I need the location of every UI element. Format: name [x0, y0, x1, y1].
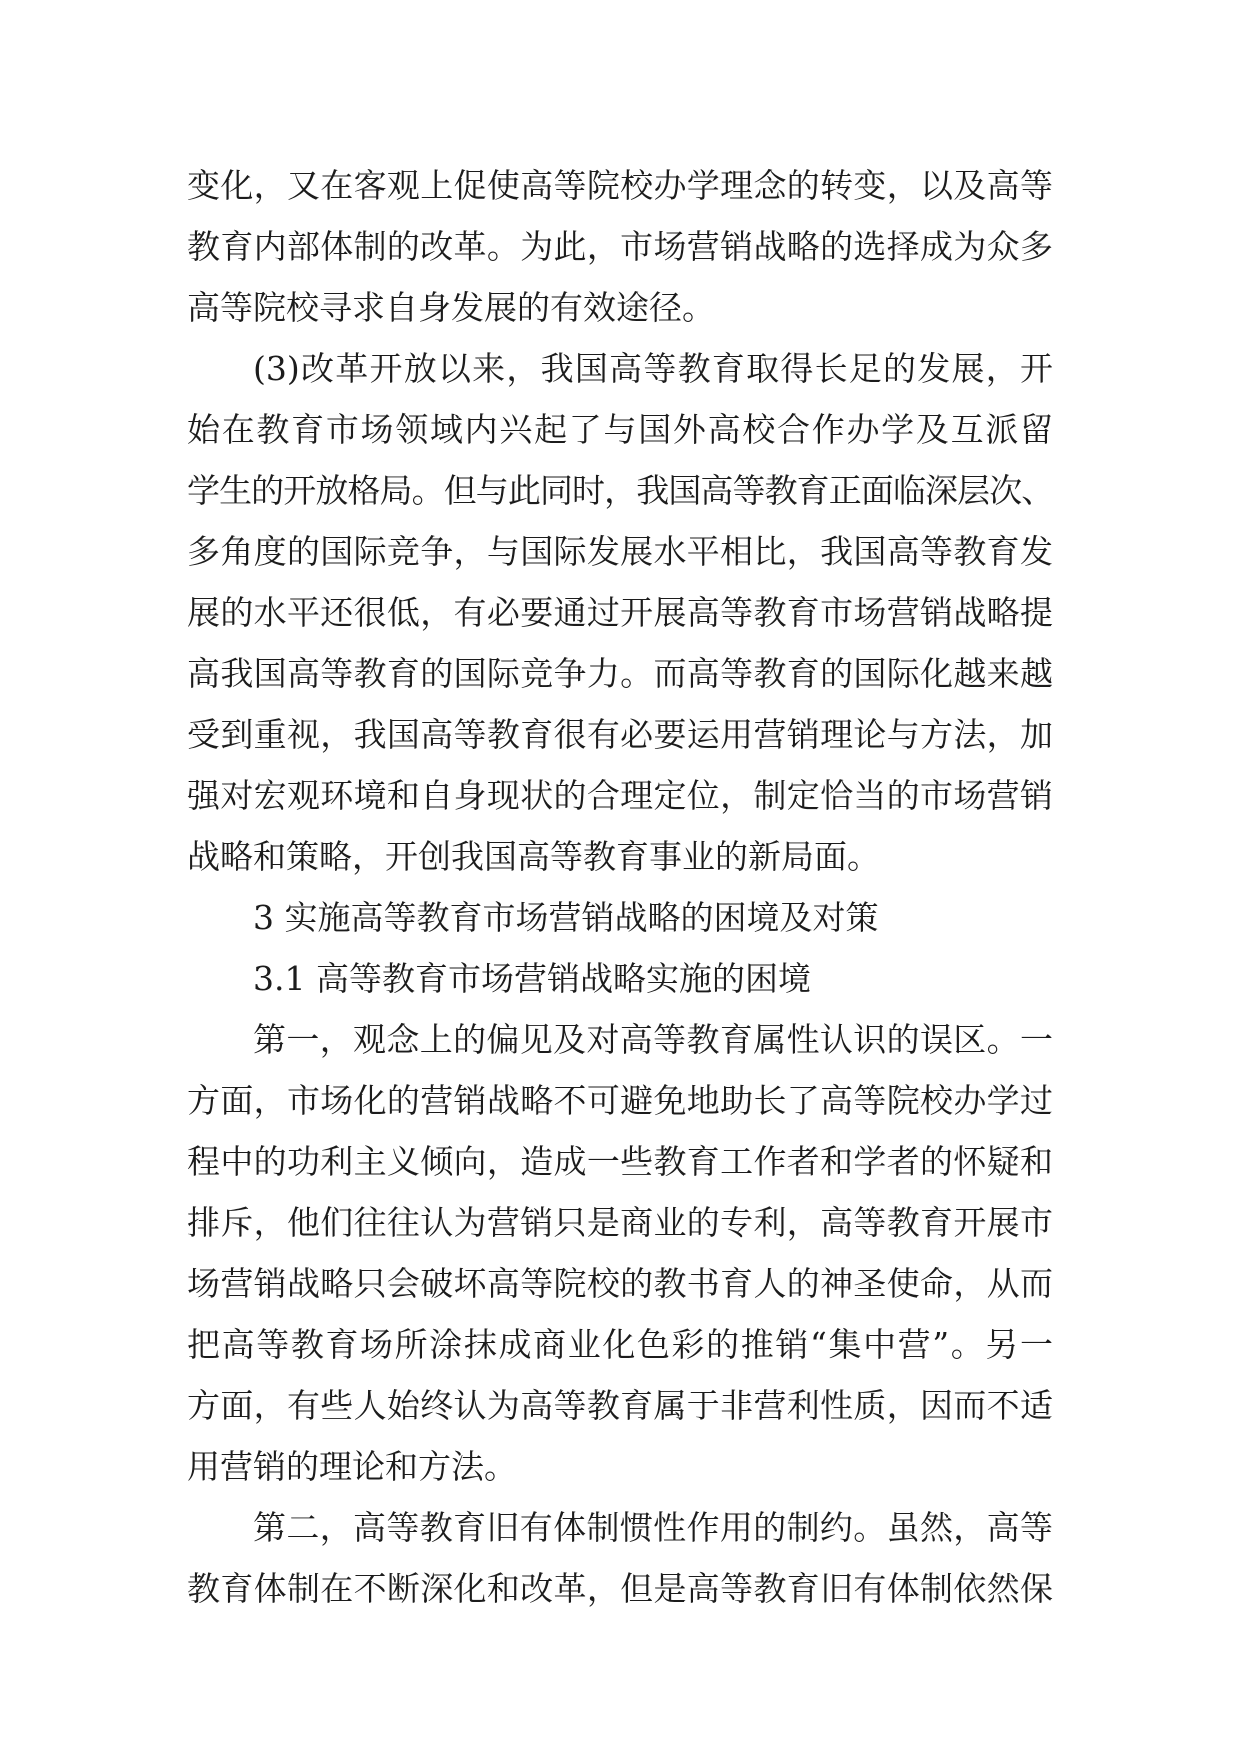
body-text-line: (3)改革开放以来，我国高等教育取得长足的发展，开 — [253, 349, 1053, 388]
body-text-line: 始在教育市场领域内兴起了与国外高校合作办学及互派留 — [187, 410, 1053, 449]
body-text-line: 第一，观念上的偏见及对高等教育属性认识的误区。一 — [253, 1020, 1053, 1059]
body-text-line: 展的水平还很低，有必要通过开展高等教育市场营销战略提 — [187, 593, 1053, 632]
body-text-line: 强对宏观环境和自身现状的合理定位，制定恰当的市场营销 — [187, 776, 1053, 815]
body-text-line: 把高等教育场所涂抹成商业化色彩的推销“集中营”。另一 — [187, 1325, 1053, 1364]
body-text-line: 程中的功利主义倾向，造成一些教育工作者和学者的怀疑和 — [187, 1142, 1053, 1181]
body-text-line: 教育内部体制的改革。为此，市场营销战略的选择成为众多 — [187, 227, 1053, 266]
body-text-line: 战略和策略，开创我国高等教育事业的新局面。 — [187, 837, 880, 876]
body-text-line: 场营销战略只会破坏高等院校的教书育人的神圣使命，从而 — [187, 1264, 1053, 1303]
body-text-line: 变化，又在客观上促使高等院校办学理念的转变，以及高等 — [187, 166, 1053, 205]
body-text-line: 用营销的理论和方法。 — [187, 1447, 517, 1486]
paragraph-second-point — [187, 1497, 1053, 1619]
paragraph-point-3 — [187, 338, 1053, 887]
text-body — [187, 155, 1053, 1619]
paragraph-continued — [187, 155, 1053, 338]
body-text-line: 多角度的国际竞争，与国际发展水平相比，我国高等教育发 — [187, 532, 1053, 571]
body-text-line: 受到重视，我国高等教育很有必要运用营销理论与方法，加 — [187, 715, 1053, 754]
body-text-line: 高等院校寻求自身发展的有效途径。 — [187, 288, 715, 327]
subsection-heading: 3.1 高等教育市场营销战略实施的困境 — [253, 959, 811, 998]
body-text-line: 教育体制在不断深化和改革，但是高等教育旧有体制依然保 — [187, 1569, 1053, 1608]
paragraph-first-point — [187, 1009, 1053, 1497]
body-text-line: 排斥，他们往往认为营销只是商业的专利，高等教育开展市 — [187, 1203, 1053, 1242]
section-heading: 3 实施高等教育市场营销战略的困境及对策 — [253, 898, 879, 937]
body-text-line: 学生的开放格局。但与此同时，我国高等教育正面临深层次、 — [187, 471, 1053, 510]
body-text-line: 高我国高等教育的国际竞争力。而高等教育的国际化越来越 — [187, 654, 1053, 693]
body-text-line: 方面，有些人始终认为高等教育属于非营利性质，因而不适 — [187, 1386, 1053, 1425]
body-text-line: 第二，高等教育旧有体制惯性作用的制约。虽然，高等 — [253, 1508, 1053, 1547]
body-text-line: 方面，市场化的营销战略不可避免地助长了高等院校办学过 — [187, 1081, 1053, 1120]
